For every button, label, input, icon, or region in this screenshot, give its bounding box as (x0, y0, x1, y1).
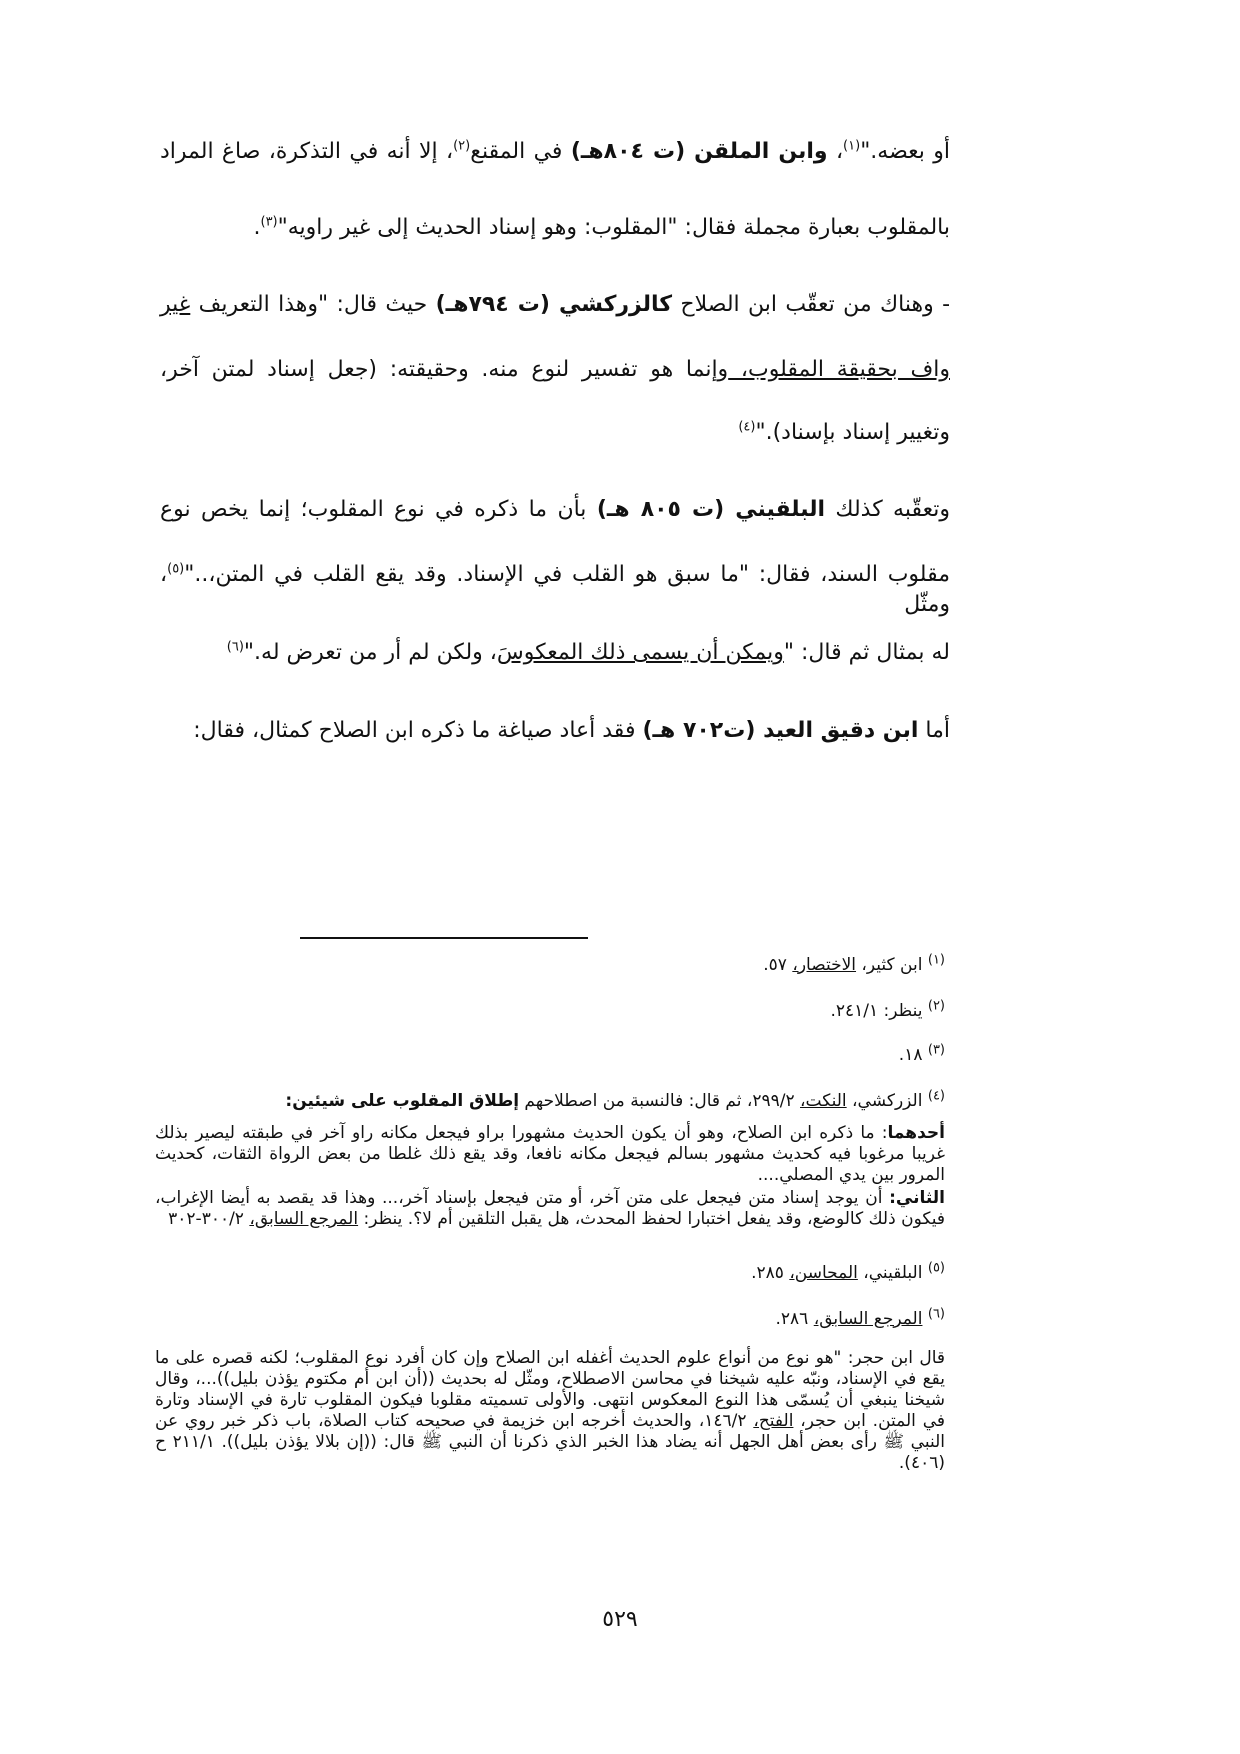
body-line-8 (160, 638, 950, 668)
text: حيث قال: "وهذا التعريف (190, 292, 436, 317)
text: - وهناك من تعقّب ابن الصلاح (672, 292, 951, 317)
bold-text: أحدهما (887, 1123, 945, 1143)
underlined-text: واف بحقيقة المقلوب، (728, 357, 950, 382)
text: وتغيير إسناد بإسناد)." (755, 420, 950, 445)
footnote-number: (٦) (927, 1306, 945, 1322)
footnote-4 (155, 1090, 945, 1112)
text: الزركشي، (846, 1091, 928, 1111)
text: ٢٩٩/٢، ثم قال: فالنسبة من اصطلاحهم (519, 1091, 801, 1111)
bold-name: وابن الملقن (ت ٨٠٤هـ) (570, 139, 828, 164)
bold-name: ابن دقيق العيد (ت٧٠٢ هـ) (642, 718, 919, 743)
underlined-text: المرجع السابق، (813, 1309, 923, 1329)
text: ابن كثير، (856, 955, 928, 975)
text: له بمثال ثم قال: " (783, 640, 950, 665)
text: قال ابن حجر: "هو نوع من أنواع علوم الحديث أغفله ابن الصلاح وإن كان أفرد نوع المقلوب؛ لكنه قصره على ما يقع في الإسناد، ونبّه عليه شيخنا في محاسن الاصطلاح، ومثّل له بحديث ((أن ابن أم مكتوم يؤذن بليل))...، وقال شيخنا ينبغي أن يُسمّى هذا النوع المعكوس انتهى. والأولى تسميته مقلوبا فيكون المقلوب تارة في الإسناد وتارة في المتن. ابن حجر، (155, 1348, 945, 1431)
text: مقلوب السند، فقال: "ما سبق هو القلب في الإسناد. وقد يقع القلب في المتن،.." (184, 562, 950, 587)
body-line-1 (160, 137, 950, 167)
footnote-ref: (٦) (226, 639, 244, 655)
text: ، إلا أنه في التذكرة، صاغ المراد (160, 139, 454, 164)
body-line-9 (160, 716, 950, 746)
footnote-ref: (٤) (738, 419, 756, 435)
footnote-5 (155, 1262, 945, 1284)
footnote-1 (155, 954, 945, 976)
text: ٢٨٥. (751, 1263, 790, 1283)
text: ١٨. (898, 1045, 928, 1065)
footnote-6-paragraph (155, 1348, 945, 1474)
footnote-ref: (٣) (260, 214, 278, 230)
footnote-number: (٢) (927, 998, 945, 1014)
footnote-number: (٤) (927, 1088, 945, 1104)
body-line-5 (160, 418, 950, 448)
footnote-ref: (١) (843, 138, 861, 154)
footnote-number: (٥) (927, 1260, 945, 1276)
text: ، ومثّل (160, 562, 950, 617)
text: . (253, 215, 261, 240)
text: : ما ذكره ابن الصلاح، وهو أن يكون الحديث مشهورا براو فيجعل مكانه راو آخر في طبقته ليصير بذلك غريبا مرغوبا فيه كحديث مشهور بسالم فيجعل مكانه نافعا، وقد يقع ذلك غلطا من بعض الرواة الثقات، كحديث المرور بين يدي المصلي.... (155, 1123, 945, 1185)
footnote-separator (300, 937, 588, 939)
body-line-6 (160, 495, 950, 525)
footnote-2 (155, 1000, 945, 1022)
underlined-text: ويمكن أن يسمى ذلك المعكوسَ (496, 640, 784, 665)
text: ، (827, 139, 844, 164)
text: ١٤٦/٢، والحديث أخرجه ابن خزيمة في صحيحه كتاب الصلاة، باب ذكر خبر روي عن النبي ﷺ رأى بعض أهل الجهل أنه يضاد هذا الخبر الذي ذكرنا أن النبي ﷺ قال: ((إن بلالا يؤذن بليل)). ٢١١/١ ح (٤٠٦). (155, 1411, 945, 1473)
footnote-number: (١) (927, 952, 945, 968)
body-line-3 (160, 290, 950, 320)
text: أما (918, 718, 950, 743)
text: بالمقلوب بعبارة مجملة فقال: "المقلوب: وهو إسناد الحديث إلى غير راويه" (277, 215, 950, 240)
text: فقد أعاد صياغة ما ذكره ابن الصلاح كمثال، فقال: (193, 718, 643, 743)
footnote-6 (155, 1308, 945, 1330)
text: ٣٠٠/٢-٣٠٢ (168, 1209, 250, 1229)
text: ٢٨٦. (775, 1309, 814, 1329)
text: ، ولكن لم أر من تعرض له." (243, 640, 497, 665)
text: البلقيني، (857, 1263, 928, 1283)
underlined-text: المحاسن، (789, 1263, 858, 1283)
bold-name: البلقيني (ت ٨٠٥ هـ) (596, 497, 826, 522)
footnote-4-paragraph-1 (155, 1123, 945, 1186)
body-line-2 (160, 213, 950, 243)
text: وتعقّبه كذلك (825, 497, 950, 522)
bold-name: كالزركشي (ت ٧٩٤هـ) (435, 292, 673, 317)
footnote-4-paragraph-2 (155, 1188, 945, 1230)
body-line-4 (160, 355, 950, 385)
body-line-7 (160, 560, 950, 620)
footnote-ref: (٥) (167, 561, 185, 577)
text: وإنما هو تفسير لنوع منه. وحقيقته: (جعل إسناد لمتن آخر، (160, 357, 729, 382)
text: بأن ما ذكره في نوع المقلوب؛ إنما يخص نوع (160, 497, 597, 522)
text: ٥٧. (763, 955, 793, 975)
page-number: ٥٢٩ (602, 1607, 638, 1632)
underlined-text: الفتح، (753, 1411, 794, 1431)
footnote-number: (٣) (927, 1042, 945, 1058)
bold-text: الثاني: (889, 1188, 945, 1208)
text: أو بعضه." (860, 139, 950, 164)
text: أن يوجد إسناد متن فيجعل على متن آخر، أو متن فيجعل بإسناد آخر،... وهذا قد يقصد به أيضا الإغراب، فيكون ذلك كالوضع، وقد يفعل اختبارا لحفظ المحدث، هل يقبل التلقين أم لا؟. ينظر: (155, 1188, 945, 1229)
footnote-ref: (٢) (453, 138, 471, 154)
bold-text: إطلاق المقلوب على شيئين: (285, 1091, 520, 1111)
underlined-text: الاختصار، (792, 955, 857, 975)
underlined-text: المرجع السابق، (249, 1209, 359, 1229)
underlined-text: غير (160, 292, 191, 317)
text: ينظر: ٢٤١/١. (830, 1001, 928, 1021)
footnote-3 (155, 1044, 945, 1066)
underlined-text: النكت، (800, 1091, 847, 1111)
text: في المقنع (470, 139, 571, 164)
